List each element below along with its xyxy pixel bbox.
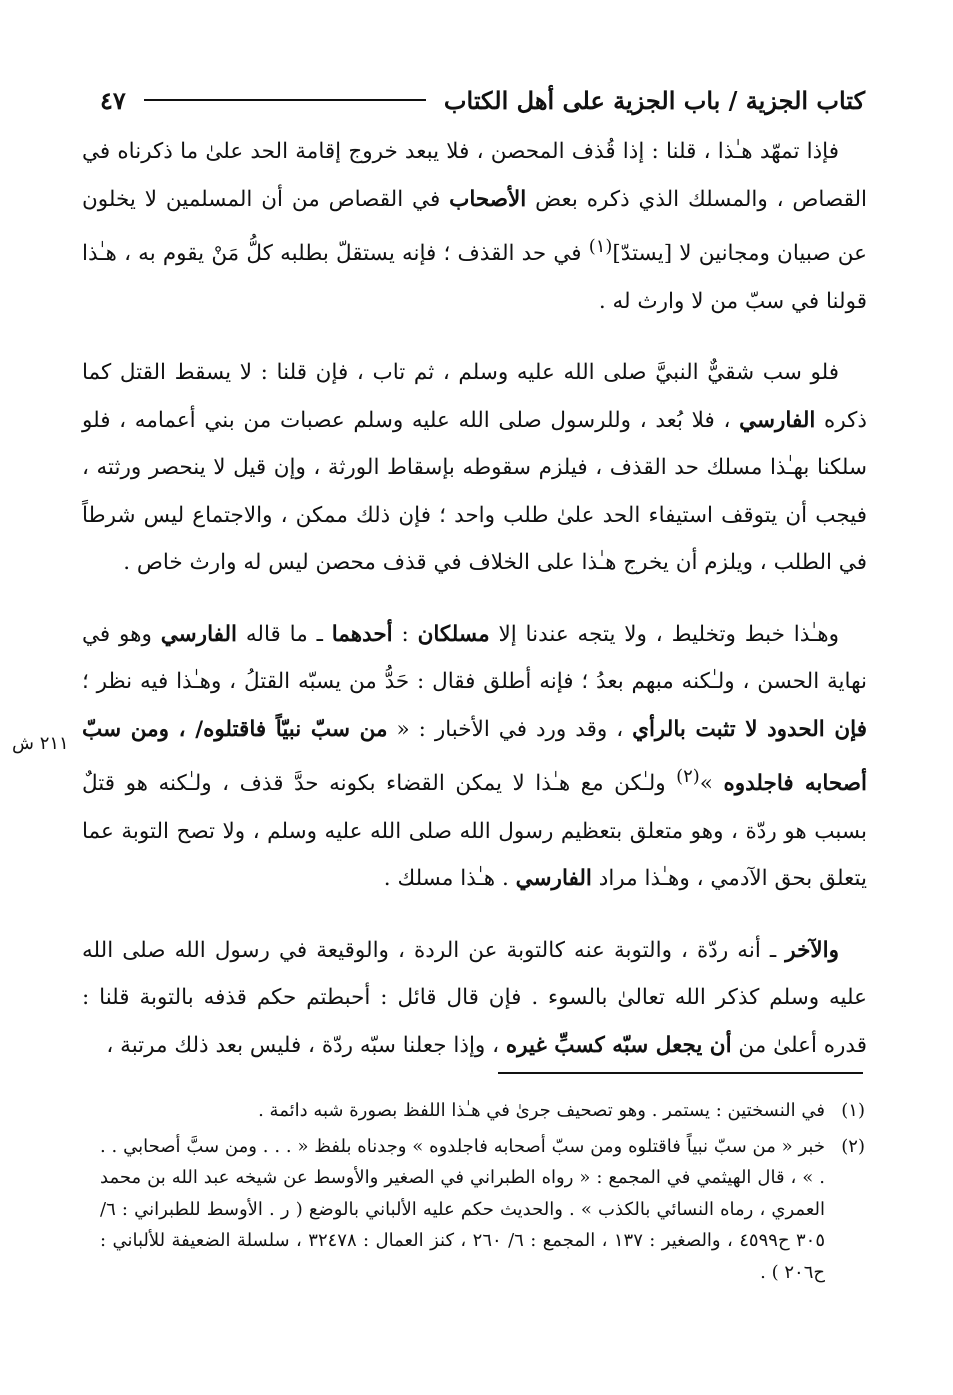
bold-term: مسلكان (417, 621, 490, 647)
main-text (82, 128, 867, 1093)
text-run: في القصاص من أن المسلمين لا يخلون عن صبيان ومجانين لا [يستدّ] (82, 186, 867, 267)
text-run: ـ أنه ردّة ، والتوبة عنه كالتوبة عن الردة ، والوقيعة في رسول الله صلى الله عليه وسلم كذكر الله تعالىٰ بالسوء . فإن قال قائل : أحبطتم حكم قذفه بالتوبة قلنا : قدره أعلىٰ من (82, 937, 867, 1058)
bold-term: الفارسي (515, 866, 592, 892)
text-run: في حد القذف ؛ فإنه يستقلّ بطلبه كلُّ مَنْ يقوم به ، هـٰذا قولنا في سبّ من لا وارث له . (82, 241, 867, 314)
bold-term: الفارسي (739, 407, 816, 433)
footnote-ref-1: (١) (588, 236, 613, 257)
text-run: فلو سب شقيٌّ النبيَّ صلى الله عليه وسلم ، ثم تاب ، فإن قلنا : لا يسقط القتل كما ذكره (82, 360, 867, 433)
text-run: ، وقد ورد في الأخبار : « (387, 716, 633, 742)
footnote-text: في النسختين : يستمر . وهو تصحيف جرىٰ في هـٰذا اللفظ بصورة شبه دائمة . (258, 1100, 825, 1121)
footnote-ref-2: (٢) (676, 766, 700, 788)
text-run: : (392, 621, 418, 647)
bold-term: الفارسي (160, 621, 238, 647)
page-header (100, 78, 865, 122)
text-run: . هـٰذا مسلك . (383, 866, 516, 892)
footnote-number: (١) (841, 1100, 865, 1121)
paragraph-1 (82, 128, 867, 325)
footnote-separator (498, 1072, 863, 1074)
text-run: ولـٰكن مع هـٰذا لا يمكن القضاء بكونه حدَّ قذف ، ولـٰكنه هو قتلٌ بسبب هو ردّة ، وهو متعلق بتعظيم رسول الله صلى الله عليه وسلم ، ولا تصح التوبة عما يتعلق بحق الآدمي ، وهـٰذا مراد (82, 771, 867, 892)
text-run: فإذا تمهّد هـٰذا ، قلنا : إذا قُذف المحصن ، فلا يبعد خروج إقامة الحد علىٰ ما ذكرناه في القصاص ، والمسلك الذي ذكره بعض (82, 139, 867, 212)
text-run: وهـٰذا خبط وتخليط ، ولا يتجه عندنا إلا (489, 621, 840, 647)
bold-term: والآخر (785, 937, 839, 963)
bold-term: الأصحاب (449, 186, 527, 212)
footnote-number: (٢) (841, 1135, 865, 1157)
text-run: ، وإذا جعلنا سبّه ردّة ، فليس بعد ذلك مرتبة ، (106, 1032, 506, 1058)
paragraph-4 (82, 927, 867, 1070)
running-title: كتاب الجزية / باب الجزية على أهل الكتاب (443, 85, 865, 115)
margin-folio-note: ٢١١ ش (12, 733, 69, 754)
header-rule (144, 99, 426, 101)
text-run: ، فلا بُعد ، وللرسول صلى الله عليه وسلم عصبات من بني أعمامه ، فلو سلكنا بهـٰذا مسلك حد القذف ، فيلزم سقوطه بإسقاط الورثة ، وإن قيل لا ينحصر ورثته ، فيجب أن يتوقف استيفاء الحد علىٰ طلب واحد ؛ فإن ذلك ممكن ، والاجتماع ليس شرطاً في الطلب ، ويلزم أن يخرج هـٰذا على الخلاف في قذف محصن ليس له وارث خاص . (82, 407, 867, 576)
footnote-text: خبر « من سبّ نبياً فاقتلوه ومن سبّ أصحابه فاجلدوه » وجدناه بلفظ « . . . ومن سبَّ أصحابي . . . » ، قال الهيثمي في المجمع : « رواه الطبراني في الصغير والأوسط عن شيخه عبد الله بن محمد العمري ، رماه النسائي بالكذب » . والحديث حكم عليه الألباني بالوضع ( ر . الأوسط للطبراني : ٦/ ٣٠٥ ح٤٥٩٩ ، والصغير : ١٣٧ ، المجمع : ٦/ ٢٦٠ ، كنز العمال : ٣٢٤٧٨ ، سلسلة الضعيفة للألباني : ح٢٠٦ ) . (100, 1135, 825, 1283)
bold-term: أن يجعل سبّه كسبِّ غيره (505, 1032, 732, 1058)
paragraph-2 (82, 349, 867, 587)
bold-term: أحدهما (331, 621, 393, 647)
text-run: » (699, 771, 724, 797)
paragraph-3 (82, 611, 867, 903)
footnote-2 (100, 1131, 865, 1289)
footnote-1 (100, 1095, 865, 1127)
footnotes (100, 1095, 865, 1292)
text-run: ـ ما قاله (237, 621, 332, 647)
text-run: وهو في نهاية الحسن ، ولـٰكنه مبهم بعدُ ؛ فإنه أطلق فقال : حَدُّ من يسبّه القتلُ ، وهـٰذا فيه نظر ؛ (82, 621, 867, 695)
hadith-quote: من سبّ نبيّاً فاقتلوه/ ، ومن سبّ أصحابه فاجلدوه (82, 716, 867, 797)
bold-term: فإن الحدود لا تثبت بالرأي (632, 716, 867, 742)
page-number: ٤٧ (100, 85, 126, 115)
